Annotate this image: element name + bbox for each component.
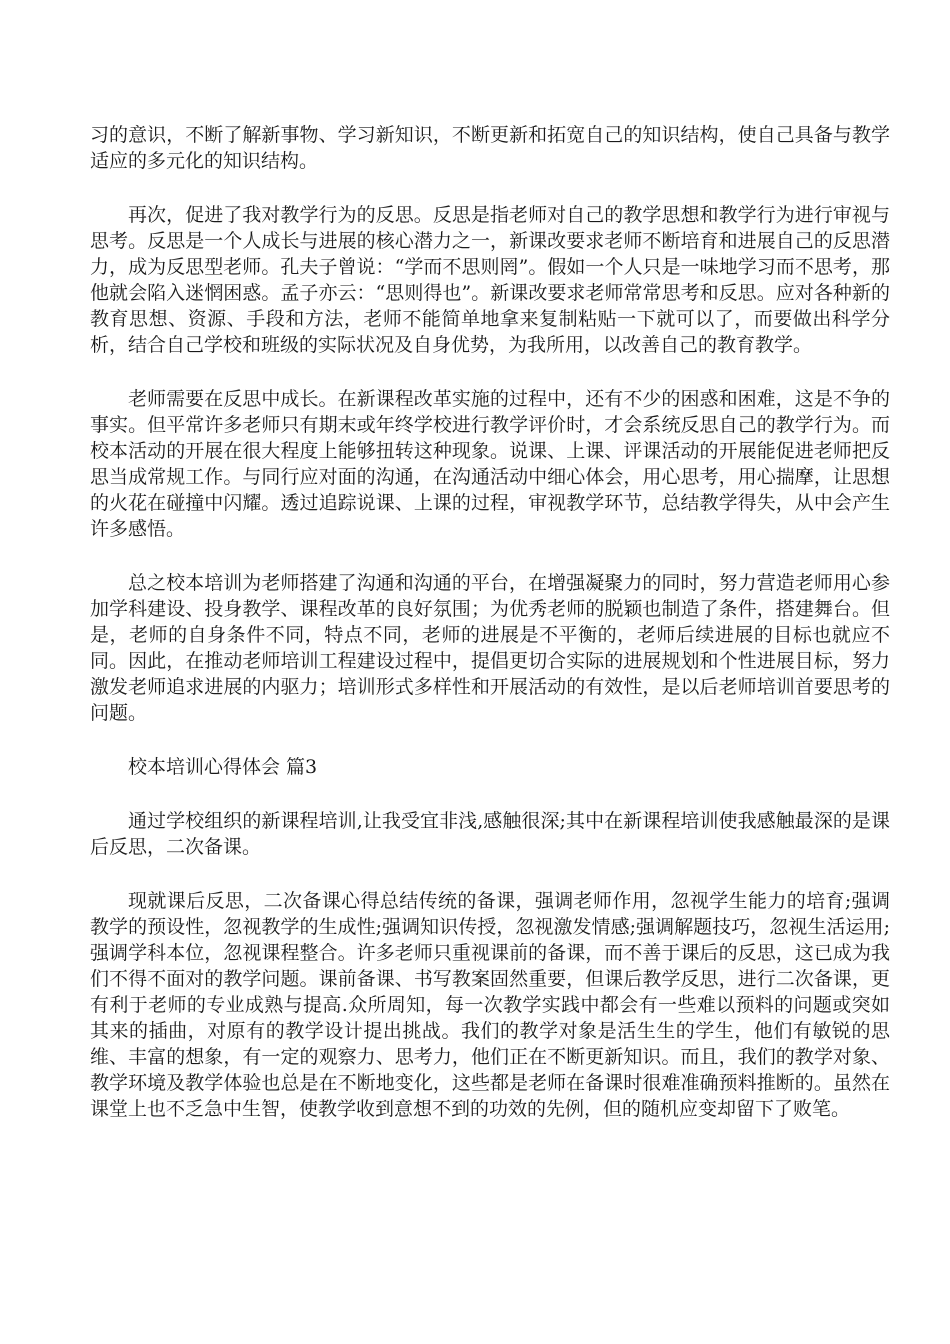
paragraph-reflection: 再次，促进了我对教学行为的反思。反思是指老师对自己的教学思想和教学行为进行审视与思考。反思是一个人成长与进展的核心潜力之一，新课改要求老师不断培育和进展自己的反思潜力，成为反思型老师。孔夫子曾说：“学而不思则罔”。假如一个人只是一味地学习而不思考，那他就会陷入迷惘困惑。孟子亦云：“思则得也”。新课改要求老师常常思考和反思。应对各种新的教育思想、资源、手段和方法，老师不能简单地拿来复制粘贴一下就可以了，而要做出科学分析，结合自己学校和班级的实际状况及自身优势，为我所用，以改善自己的教育教学。 — [90, 204, 890, 356]
paragraph-summary: 总之校本培训为老师搭建了沟通和沟通的平台，在增强凝聚力的同时，努力营造老师用心参加学科建设、投身教学、课程改革的良好氛围；为优秀老师的脱颖也制造了条件，搭建舞台。但是，老师的自身条件不同，特点不同，老师的进展是不平衡的，老师后续进展的目标也就应不同。因此，在推动老师培训工程建设过程中，提倡更切合实际的进展规划和个性进展目标，努力激发老师追求进展的内驱力；培训形式多样性和开展活动的有效性，是以后老师培训首要思考的问题。 — [90, 572, 890, 724]
section-heading: 校本培训心得体会 篇3 — [128, 756, 318, 778]
paragraph-lesson-reflection: 现就课后反思，二次备课心得总结传统的备课，强调老师作用，忽视学生能力的培育;强调教学的预设性，忽视教学的生成性;强调知识传授，忽视激发情感;强调解题技巧，忽视生活运用;强调学科本位，忽视课程整合。许多老师只重视课前的备课，而不善于课后的反思，这已成为我们不得不面对的教学问题。课前备课、书写教案固然重要，但课后教学反思，进行二次备课，更有利于老师的专业成熟与提高.众所周知，每一次教学实践中都会有一些难以预料的问题或突如其来的插曲，对原有的教学设计提出挑战。我们的教学对象是活生生的学生，他们有敏锐的思维、丰富的想象，有一定的观察力、思考力，他们正在不断更新知识。而且，我们的教学对象、教学环境及教学体验也总是在不断地变化，这些都是老师在备课时很难准确预料推断的。虽然在课堂上也不乏急中生智，使教学收到意想不到的功效的先例，但的随机应变却留下了败笔。 — [90, 890, 890, 1120]
paragraph-training-intro: 通过学校组织的新课程培训,让我受宜非浅,感触很深;其中在新课程培训使我感触最深的是课后反思，二次备课。 — [90, 810, 890, 858]
paragraph-growth: 老师需要在反思中成长。在新课程改革实施的过程中，还有不少的困惑和困难，这是不争的事实。但平常许多老师只有期末或年终学校进行教学评价时，才会系统反思自己的教学行为。而校本活动的开展在很大程度上能够扭转这种现象。说课、上课、评课活动的开展能促进老师把反思当成常规工作。与同行应对面的沟通，在沟通活动中细心体会，用心思考，用心揣摩，让思想的火花在碰撞中闪耀。透过追踪说课、上课的过程，审视教学环节，总结教学得失，从中会产生许多感悟。 — [90, 388, 890, 540]
document-page — [90, 122, 890, 1150]
paragraph-continuation: 习的意识，不断了解新事物、学习新知识，不断更新和拓宽自己的知识结构，使自己具备与教学适应的多元化的知识结构。 — [90, 124, 890, 172]
